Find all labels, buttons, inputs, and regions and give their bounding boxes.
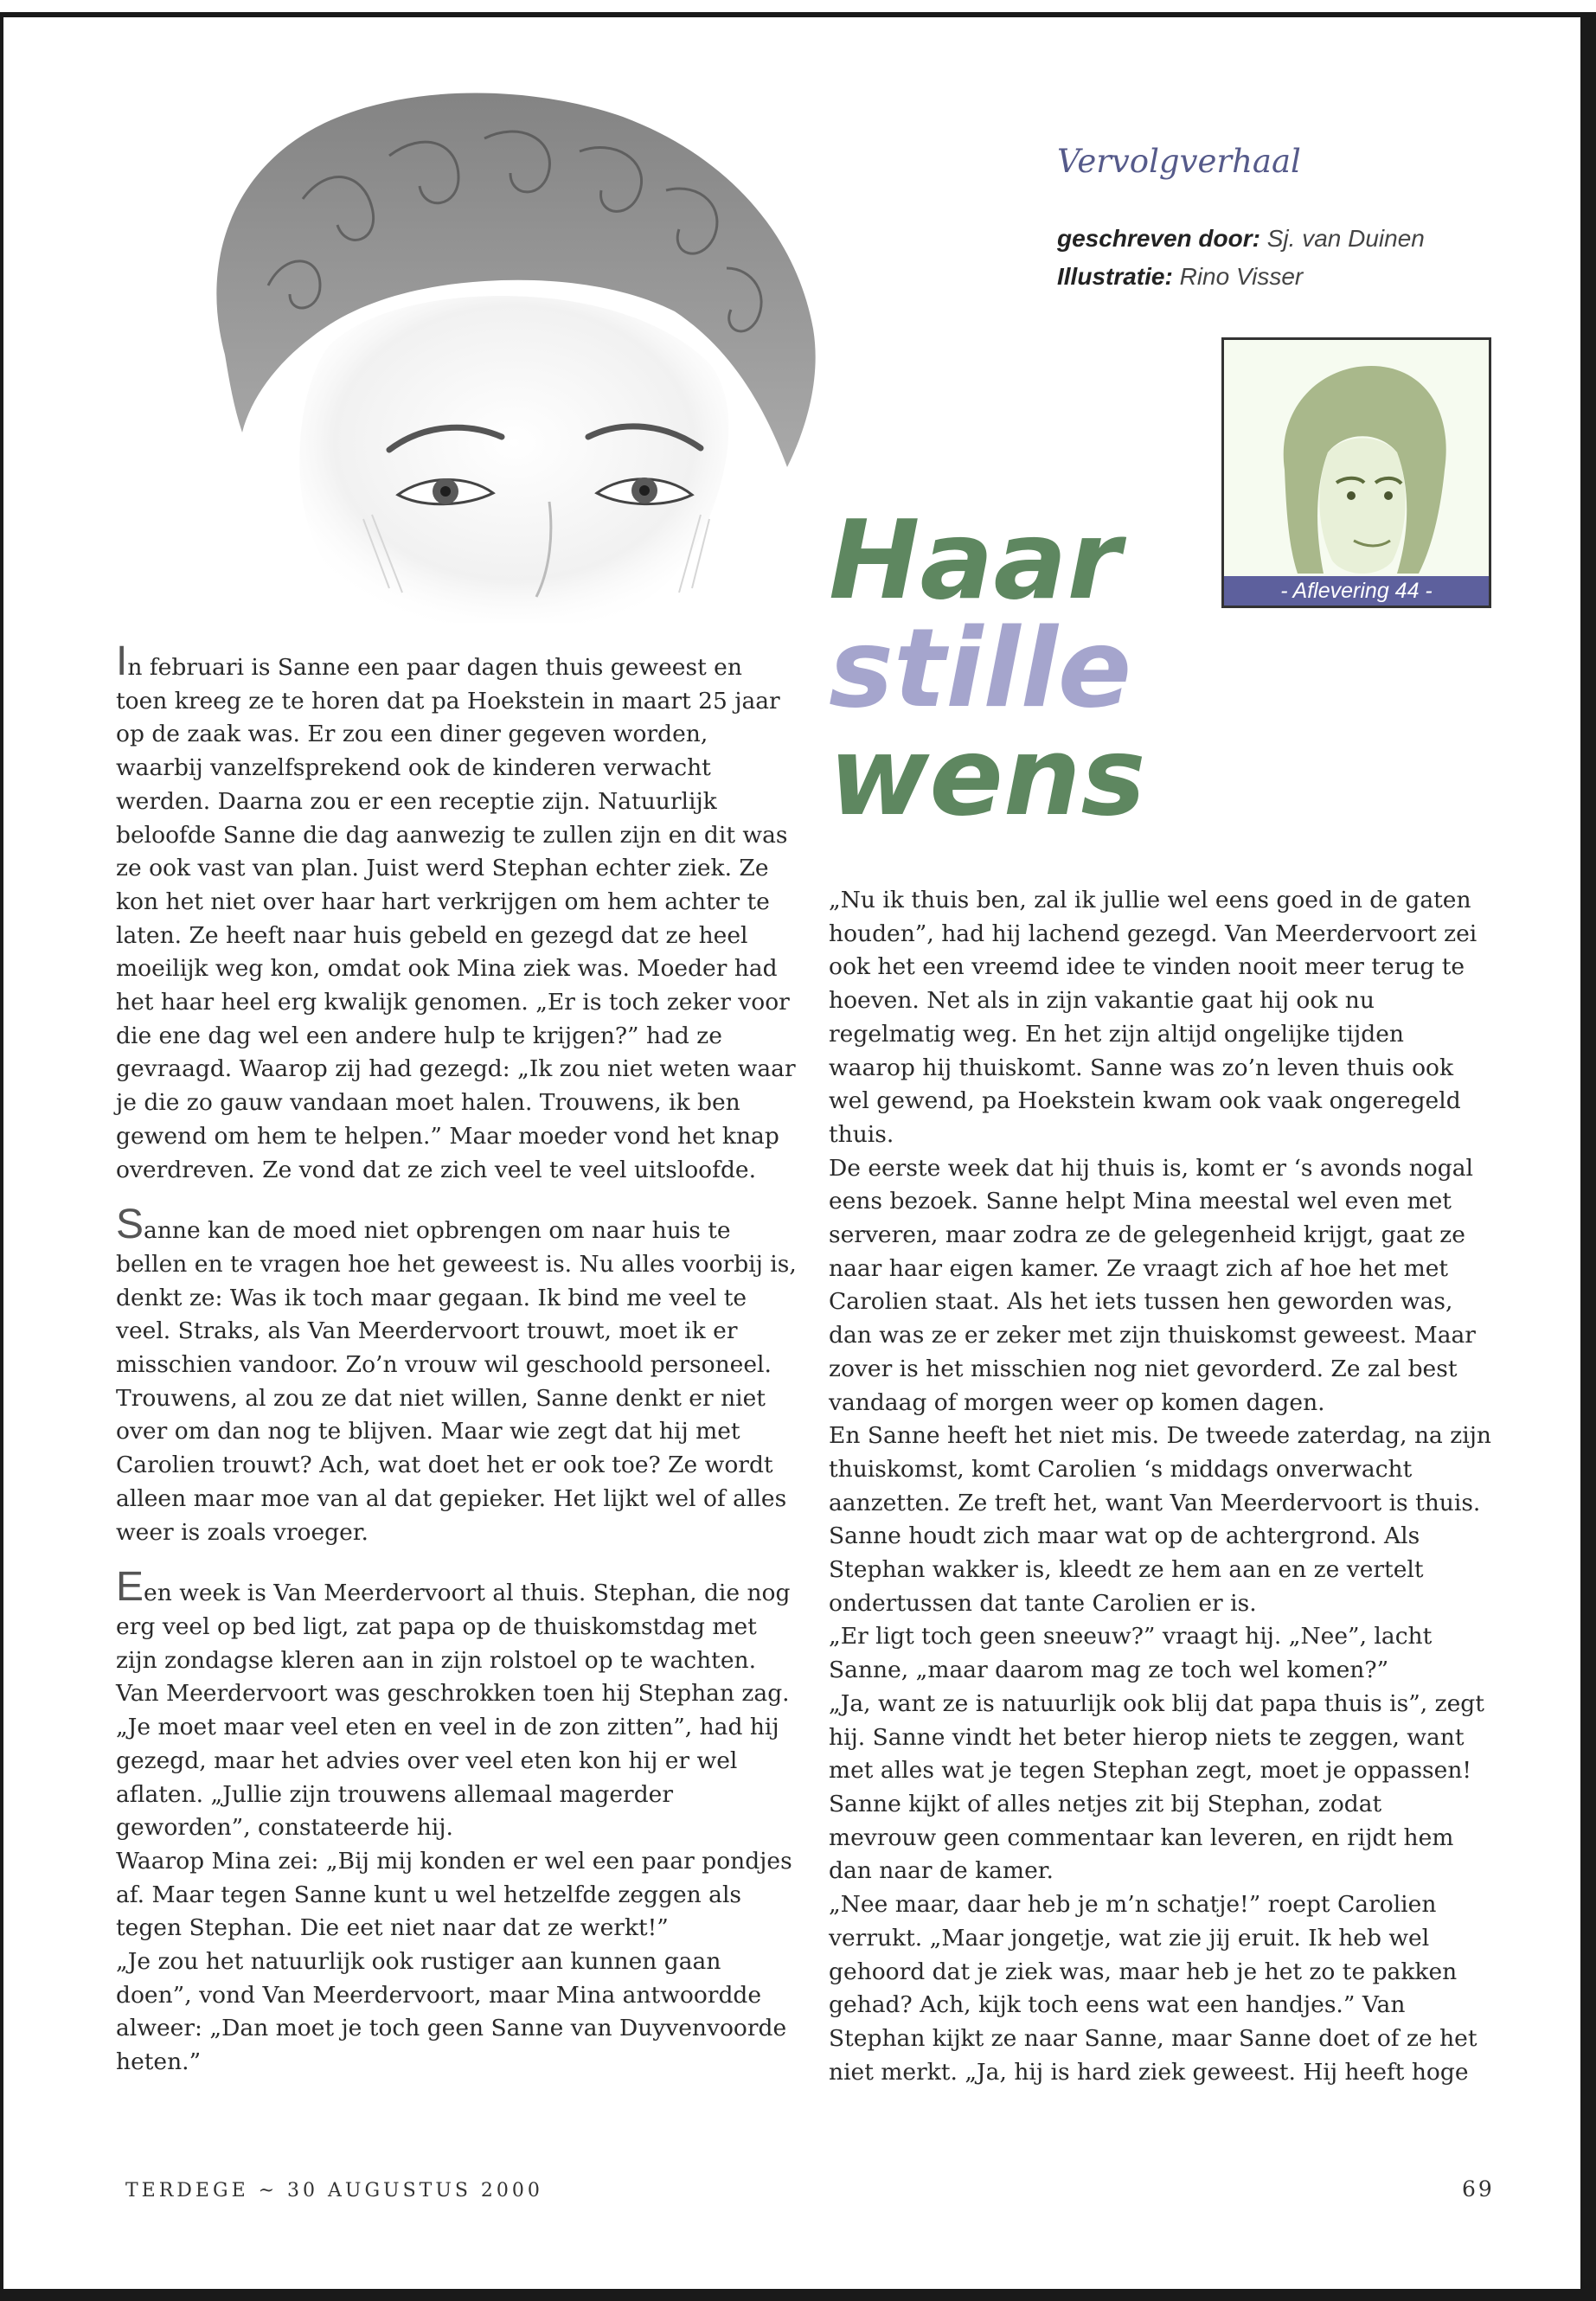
paragraph-3 xyxy=(116,1564,798,2080)
paragraph-2-text: anne kan de moed niet opbrengen om naar huis te bellen en te vragen hoe het geweest is. Nu alles voorbij is, denkt ze: Was ik toch maar gegaan. Ik bind me veel te veel. Straks, als Van Meerdervoort trouwt, moet ik er misschien vandoor. Zo’n vrouw wil geschoold personeel. Trouwens, al zou ze dat niet willen, Sanne denkt er niet over om dan nog te blijven. Maar wie zegt dat hij met Carolien trouwt? Ach, wat doet het er ook toe? Ze wordt alleen maar moe van al dat gepieker. Het lijkt wel of alles weer is zoals vroeger. xyxy=(116,1217,797,1546)
dropcap-2: S xyxy=(116,1202,144,1248)
right-paragraph-1: „Nu ik thuis ben, zal ik jullie wel eens goed in de gaten houden”, had hij lachend gezegd. Van Meerdervoort zei ook het een vreemd idee te vinden nooit meer terug te hoeven. Net als in zijn vakantie gaat hij ook nu regelmatig weg. En het zijn altijd ongelijke tijden waarop hij thuiskomt. Sanne was zo’n leven thuis ook wel gewend, pa Hoekstein kwam ook vaak ongeregeld thuis. xyxy=(829,887,1477,1148)
illustrator-name: Rino Visser xyxy=(1179,263,1304,290)
right-paragraph-2: De eerste week dat hij thuis is, komt er ‘s avonds nogal eens bezoek. Sanne helpt Mina meestal wel even met serveren, maar zodra ze de gelegenheid krijgt, gaat ze naar haar eigen kamer. Ze vraagt zich af hoe het met Carolien staat. Als het iets tussen hen geworden was, dan was ze er zeker met zijn thuiskomst geweest. Maar zover is het misschien nog niet gevorderd. Ze zal best vandaag of morgen weer op komen dagen. xyxy=(829,1154,1476,1416)
author-credit xyxy=(1057,225,1425,263)
footer-publication: TERDEGE ~ 30 AUGUSTUS 2000 xyxy=(125,2180,543,2202)
author-label: geschreven door: xyxy=(1057,225,1260,252)
right-paragraph-3: En Sanne heeft het niet mis. De tweede zaterdag, na zijn thuiskomst, komt Carolien ‘s middags onverwacht aanzetten. Ze treft het, want Van Meerdervoort is thuis. Sanne houdt zich maar wat op de achtergrond. Als Stephan wakker is, kleedt ze hem aan en ze vertelt ondertussen dat tante Carolien er is. xyxy=(829,1422,1491,1617)
dropcap-1: I xyxy=(116,638,128,684)
headline-word-1: Haar xyxy=(829,497,1121,624)
section-title: Vervolgverhaal xyxy=(1057,143,1301,180)
right-paragraph-4: „Er ligt toch geen sneeuw?” vraagt hij. „Nee”, lacht Sanne, „maar daarom mag ze toch wel komen?” xyxy=(829,1623,1433,1684)
paragraph-1-text: n februari is Sanne een paar dagen thuis geweest en toen kreeg ze te horen dat pa Hoekstein in maart 25 jaar op de zaak was. Er zou een diner gegeven worden, waarbij vanzelfsprekend ook de kinderen verwacht werden. Daarna zou er een receptie zijn. Natuurlijk beloofde Sanne die dag aanwezig te zullen zijn en dit was ze ook vast van plan. Juist werd Stephan echter ziek. Ze kon het niet over haar hart verkrijgen om hem achter te laten. Ze heeft naar huis gebeld en gezegd dat ze heel moeilijk weg kon, omdat ook Mina ziek was. Moeder had het haar heel erg kwalijk genomen. „Er is toch zeker voor die ene dag wel een andere hulp te krijgen?” had ze gevraagd. Waarop zij had gezegd: „Ik zou niet weten waar je die zo gauw vandaan moet halen. Trouwens, ik ben gewend om hem te helpen.” Maar moeder vond het knap overdreven. Ze vond dat ze zich veel te veel uitsloofde. xyxy=(116,654,796,1183)
author-name: Sj. van Duinen xyxy=(1266,225,1425,252)
episode-thumbnail xyxy=(1221,337,1491,608)
portrait-illustration xyxy=(104,69,900,623)
headline-word-3: wens xyxy=(829,713,1146,840)
top-border xyxy=(0,12,1596,17)
episode-label: - Aflevering 44 - xyxy=(1224,576,1489,606)
headline-word-2: stille xyxy=(829,605,1132,732)
paragraph-1 xyxy=(116,638,798,1187)
footer-page-number: 69 xyxy=(1462,2176,1495,2202)
illustrator-label: Illustratie: xyxy=(1057,263,1173,290)
credits xyxy=(1057,225,1425,301)
left-border xyxy=(0,12,3,2301)
illustrator-credit xyxy=(1057,263,1425,301)
right-paragraph-6: Sanne kijkt of alles netjes zit bij Stephan, zodat mevrouw geen commentaar kan leveren, en rijdt hem dan naar de kamer. xyxy=(829,1790,1454,1885)
left-column xyxy=(116,638,798,2080)
paragraph-2 xyxy=(116,1202,798,1549)
dropcap-3: E xyxy=(116,1564,144,1611)
right-column xyxy=(829,884,1495,2089)
headline xyxy=(829,497,1146,840)
thumbnail-portrait-illustration xyxy=(1224,340,1489,606)
paragraph-3-text: en week is Van Meerdervoort al thuis. Stephan, die nog erg veel op bed ligt, zat papa op de thuiskomstdag met zijn zondagse kleren aan in zijn rolstoel op te wachten. Van Meerdervoort was geschrokken toen hij Stephan zag. „Je moet maar veel eten en veel in de zon zitten”, had hij gezegd, maar het advies over veel eten kon hij er wel aflaten. „Jullie zijn trouwens allemaal magerder geworden”, constateerde hij. xyxy=(116,1580,791,1842)
right-paragraph-7: „Nee maar, daar heb je m’n schatje!” roept Carolien verrukt. „Maar jongetje, wat zie jij eruit. Ik heb wel gehoord dat je ziek was, maar heb je het zo te pakken gehad? Ach, kijk toch eens wat een handjes.” Van Stephan kijkt ze naar Sanne, maar Sanne doet of ze het niet merkt. „Ja, hij is hard ziek geweest. Hij heeft hoge xyxy=(829,1891,1477,2086)
bottom-border xyxy=(0,2289,1596,2301)
paragraph-3-continued-2: „Je zou het natuurlijk ook rustiger aan kunnen gaan doen”, vond Van Meerdervoort, maar Mina antwoordde alweer: „Dan moet je toch geen Sanne van Duyvenvoorde heten.” xyxy=(116,1948,787,2076)
right-paragraph-5: „Ja, want ze is natuurlijk ook blij dat papa thuis is”, zegt hij. Sanne vindt het beter hierop niets te zeggen, want met alles wat je tegen Stephan zegt, moet je oppassen! xyxy=(829,1689,1484,1785)
paragraph-3-continued-1: Waarop Mina zei: „Bij mij konden er wel een paar pondjes af. Maar tegen Sanne kunt u wel hetzelfde zeggen als tegen Stephan. Die eet niet naar dat ze werkt!” xyxy=(116,1847,792,1942)
right-border xyxy=(1580,12,1596,2301)
